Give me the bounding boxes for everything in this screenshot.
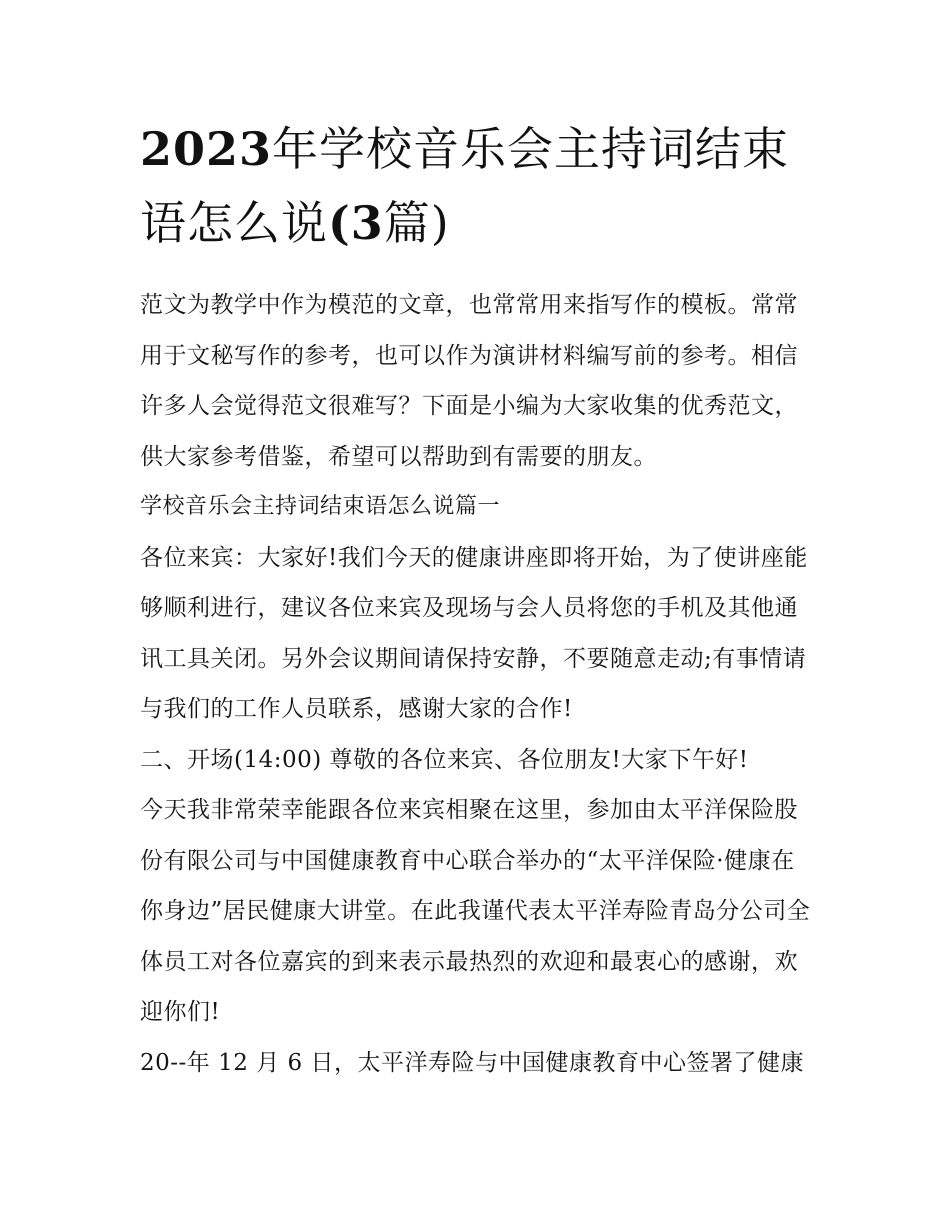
body-paragraph: 今天我非常荣幸能跟各位来宾相聚在这里，参加由太平洋保险股份有限公司与中国健康教育中心联合举办的“太平洋保险·健康在你身边”居民健康大讲堂。在此我谨代表太平洋寿险青岛分公司全体员工对各位嘉宾的到来表示最热烈的欢迎和最衷心的感谢，欢迎你们! xyxy=(140,797,811,1025)
title-main: 年学校音乐会主持词结束语怎么说 xyxy=(140,122,790,250)
title-year: 2023 xyxy=(140,122,273,176)
document-title xyxy=(140,112,830,260)
body-paragraph: 20--年 12 月 6 日，太平洋寿险与中国健康教育中心签署了健康 xyxy=(140,1049,804,1076)
body-paragraph: 二、开场(14:00) 尊敬的各位来宾、各位朋友!大家下午好! xyxy=(140,746,749,773)
intro-paragraph: 范文为教学中作为模范的文章，也常常用来指写作的模板。常常用于文秘写作的参考，也可以作为演讲材料编写前的参考。相信许多人会觉得范文很难写？下面是小编为大家收集的优秀范文，供大家参考借鉴，希望可以帮助到有需要的朋友。 xyxy=(140,292,798,470)
body-paragraph: 各位来宾：大家好!我们今天的健康讲座即将开始，为了使讲座能够顺利进行，建议各位来宾及现场与会人员将您的手机及其他通讯工具关闭。另外会议期间请保持安静，不要随意走动;有事情请与我们的工作人员联系，感谢大家的合作! xyxy=(140,544,808,722)
title-count: (3 xyxy=(328,196,384,250)
section-heading: 学校音乐会主持词结束语怎么说篇一 xyxy=(140,494,501,519)
document-body xyxy=(140,280,815,1088)
title-count-suffix: 篇) xyxy=(383,196,450,250)
